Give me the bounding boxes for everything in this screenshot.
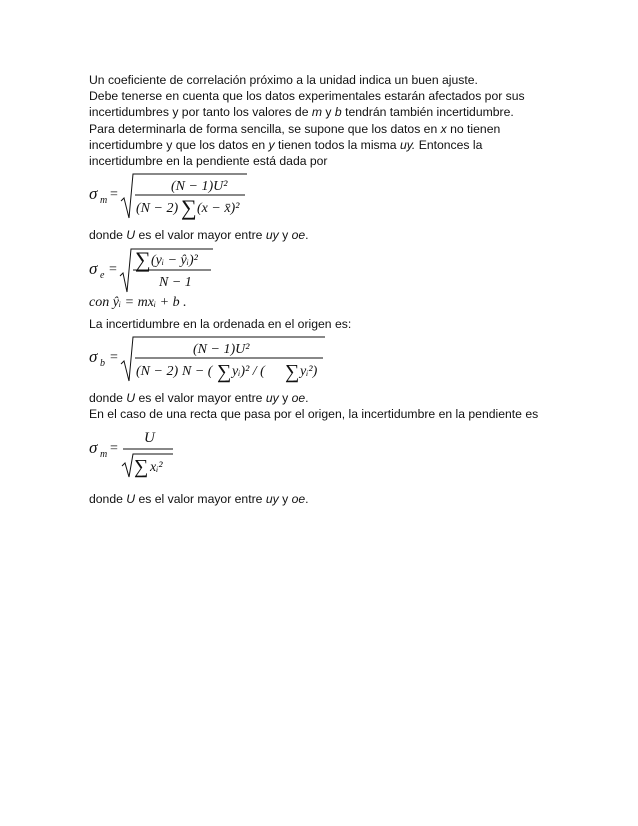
formula-sigma-m xyxy=(89,171,559,225)
formula-denominator-a: (N − 2) xyxy=(136,364,179,380)
equals-sign: = xyxy=(109,261,117,277)
formula-symbol: σ xyxy=(89,184,98,204)
formula-denominator-d: yᵢ²) xyxy=(300,364,318,380)
formula-symbol: σ xyxy=(89,437,98,457)
formula-numerator: (N − 1)U² xyxy=(171,179,228,195)
equals-sign: = xyxy=(110,350,118,366)
sum-symbol: ∑ xyxy=(134,455,149,478)
formula-denominator-b: N − ( xyxy=(182,364,213,380)
formula-denominator: xᵢ² xyxy=(150,459,163,475)
equals-sign: = xyxy=(110,187,118,203)
formula-numerator: (N − 1)U² xyxy=(193,342,250,358)
paragraph-ordenada: La incertidumbre en la ordenada en el origen es: xyxy=(89,316,352,331)
formula-sigma-m-origin xyxy=(89,425,559,483)
paragraph-donde-2: donde U es el valor mayor entre uy y oe. xyxy=(89,391,309,406)
sum-symbol: ∑ xyxy=(181,195,197,221)
formula-subscript: b xyxy=(100,358,105,370)
document-page xyxy=(89,72,559,507)
formula-denominator: N − 1 xyxy=(159,274,192,290)
paragraph-correlation: Un coeficiente de correlación próximo a la unidad indica un buen ajuste. xyxy=(89,73,478,87)
formula-denominator-a: (N − 2) xyxy=(136,201,179,217)
formula-subscript: m xyxy=(100,448,108,460)
formula-numerator: U xyxy=(144,429,155,446)
formula-denominator-b: (x − x̄)² xyxy=(197,201,240,217)
formula-symbol: σ xyxy=(89,347,98,367)
sum-symbol: ∑ xyxy=(285,361,300,384)
formula-subscript: m xyxy=(100,195,108,207)
formula-sigma-e xyxy=(89,246,559,314)
equals-sign: = xyxy=(110,440,118,456)
sum-symbol: ∑ xyxy=(217,361,232,384)
paragraph-donde-3: donde U es el valor mayor entre uy y oe. xyxy=(89,491,309,506)
formula-denominator-c: yᵢ)² / ( xyxy=(232,364,265,380)
sum-symbol: ∑ xyxy=(135,246,151,272)
formula-sigma-b xyxy=(89,334,559,388)
formula-numerator: (yᵢ − ŷᵢ)² xyxy=(151,252,198,268)
formula-symbol: σ xyxy=(89,258,98,278)
paragraph-uncertainty: Debe tenerse en cuenta que los datos experimentales estarán afectados por sus incertidumbres y por tanto los valores de m y b tendrán también incertidumbre. xyxy=(89,89,525,120)
paragraph-determine: Para determinarla de forma sencilla, se supone que los datos en x no tienen incertidumbre y que los datos en y tienen todos la misma uy. Entonces la incertidumbre en la pendiente está dada por xyxy=(89,121,501,169)
formula-condition: con ŷᵢ = mxᵢ + b . xyxy=(89,294,187,310)
paragraph-recta: En el caso de una recta que pasa por el origen, la incertidumbre en la pendiente es xyxy=(89,407,539,422)
paragraph-donde-1: donde U es el valor mayor entre uy y oe. xyxy=(89,228,309,243)
formula-subscript: e xyxy=(100,269,105,281)
